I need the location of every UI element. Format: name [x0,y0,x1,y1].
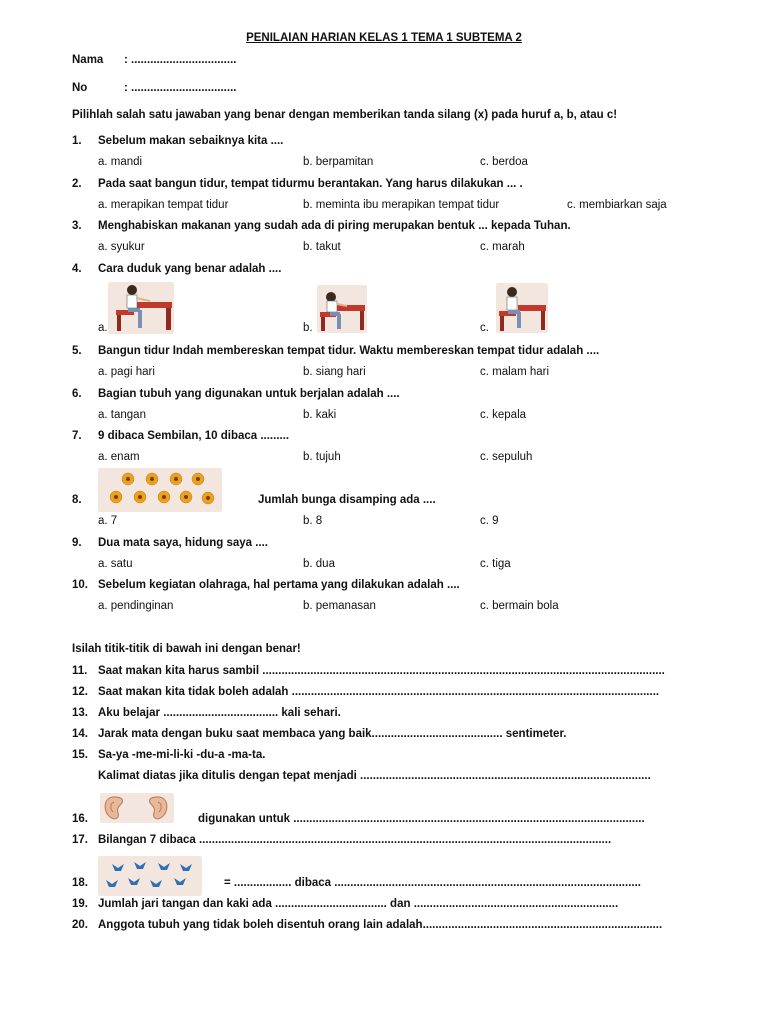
fill-in-question[interactable]: Jumlah jari tangan dan kaki ada ................................... dan ................................................................ [98,898,619,910]
question-number: 12. [72,686,88,698]
fill-in-question[interactable]: Saat makan kita tidak boleh adalah ................................................................................................................... [98,686,660,698]
option-a[interactable]: a. pagi hari [98,366,155,378]
fill-in-question: Sa-ya -me-mi-li-ki -du-a -ma-ta. [98,749,266,761]
question-text: Jumlah bunga disamping ada .... [258,494,436,506]
fill-in-question[interactable]: Aku belajar .................................... kali sehari. [98,707,341,719]
question-number: 7. [72,430,82,442]
no-field[interactable]: : ................................. [124,82,237,94]
question-number: 4. [72,263,82,275]
fill-in-question[interactable]: = .................. dibaca ................................................................................................ [224,877,641,889]
option-c[interactable]: c. tiga [480,558,511,570]
flowers-image [98,468,222,512]
option-c[interactable]: c. membiarkan saja [567,199,667,211]
question-number: 10. [72,579,88,591]
question-number: 1. [72,135,82,147]
page-title: PENILAIAN HARIAN KELAS 1 TEMA 1 SUBTEMA 2 [246,32,522,44]
question-text: Sebelum kegiatan olahraga, hal pertama yang dilakukan adalah .... [98,579,460,591]
option-a[interactable]: a. satu [98,558,133,570]
question-text: Sebelum makan sebaiknya kita .... [98,135,284,147]
option-b[interactable]: b. berpamitan [303,156,374,168]
question-number: 6. [72,388,82,400]
option-b[interactable]: b. pemanasan [303,600,376,612]
question-number: 11. [72,665,88,677]
question-text: Bagian tubuh yang digunakan untuk berjalan adalah .... [98,388,400,400]
option-b[interactable]: b. siang hari [303,366,366,378]
fill-in-question[interactable]: Anggota tubuh yang tidak boleh disentuh orang lain adalah........................................................................... [98,919,663,931]
option-c[interactable]: c. malam hari [480,366,550,378]
option-b[interactable]: b. 8 [303,515,323,527]
question-text: Menghabiskan makanan yang sudah ada di piring merupakan bentuk ... kepada Tuhan. [98,220,571,232]
question-number: 18. [72,877,88,889]
option-a[interactable]: a. [98,322,108,334]
question-number: 8. [72,494,82,506]
question-number: 5. [72,345,82,357]
question-number: 13. [72,707,88,719]
question-number: 16. [72,813,88,825]
no-label: No [72,82,88,94]
option-c[interactable]: c. sepuluh [480,451,533,463]
question-text: 9 dibaca Sembilan, 10 dibaca ......... [98,430,290,442]
option-c[interactable]: c. marah [480,241,525,253]
option-c[interactable]: c. [480,322,489,334]
option-a[interactable]: a. syukur [98,241,145,253]
option-a[interactable]: a. tangan [98,409,146,421]
question-number: 3. [72,220,82,232]
question-text: Bangun tidur Indah membereskan tempat tidur. Waktu membereskan tempat tidur adalah .... [98,345,600,357]
sitting-posture-image-a [108,282,174,334]
ears-image [100,793,174,823]
fill-in-question[interactable]: Saat makan kita harus sambil .............................................................................................................................. [98,665,665,677]
option-c[interactable]: c. kepala [480,409,527,421]
sitting-posture-image-c [496,283,548,333]
option-c[interactable]: c. bermain bola [480,600,559,612]
instruction-fill-in: Isilah titik-titik di bawah ini dengan benar! [72,643,301,655]
option-a[interactable]: a. mandi [98,156,143,168]
option-b[interactable]: b. kaki [303,409,337,421]
fill-in-answer-line[interactable]: Kalimat diatas jika ditulis dengan tepat menjadi ........................................................................................... [98,770,651,782]
question-number: 14. [72,728,88,740]
fill-in-question[interactable]: Jarak mata dengan buku saat membaca yang baik......................................... sentimeter. [98,728,567,740]
option-a[interactable]: a. enam [98,451,140,463]
question-text: Dua mata saya, hidung saya .... [98,537,269,549]
nama-label: Nama [72,54,104,66]
question-number: 9. [72,537,82,549]
birds-image [98,856,202,896]
instruction-multiple-choice: Pilihlah salah satu jawaban yang benar dengan memberikan tanda silang (x) pada huruf a, b, atau c! [72,109,618,121]
option-b[interactable]: b. tujuh [303,451,341,463]
question-text: Cara duduk yang benar adalah .... [98,263,282,275]
question-number: 2. [72,178,82,190]
option-c[interactable]: c. 9 [480,515,499,527]
question-number: 20. [72,919,88,931]
option-b[interactable]: b. takut [303,241,341,253]
nama-field[interactable]: : ................................. [124,54,237,66]
question-number: 17. [72,834,88,846]
option-a[interactable]: a. pendinginan [98,600,174,612]
sitting-posture-image-b [317,285,367,333]
option-b[interactable]: b. [303,322,313,334]
option-a[interactable]: a. 7 [98,515,118,527]
option-b[interactable]: b. meminta ibu merapikan tempat tidur [303,199,500,211]
option-b[interactable]: b. dua [303,558,335,570]
option-c[interactable]: c. berdoa [480,156,528,168]
question-number: 15. [72,749,88,761]
option-a[interactable]: a. merapikan tempat tidur [98,199,229,211]
fill-in-question[interactable]: Bilangan 7 dibaca ................................................................................................................................. [98,834,612,846]
question-number: 19. [72,898,88,910]
question-text: Pada saat bangun tidur, tempat tidurmu berantakan. Yang harus dilakukan ... . [98,178,523,190]
fill-in-question[interactable]: digunakan untuk .............................................................................................................. [198,813,645,825]
